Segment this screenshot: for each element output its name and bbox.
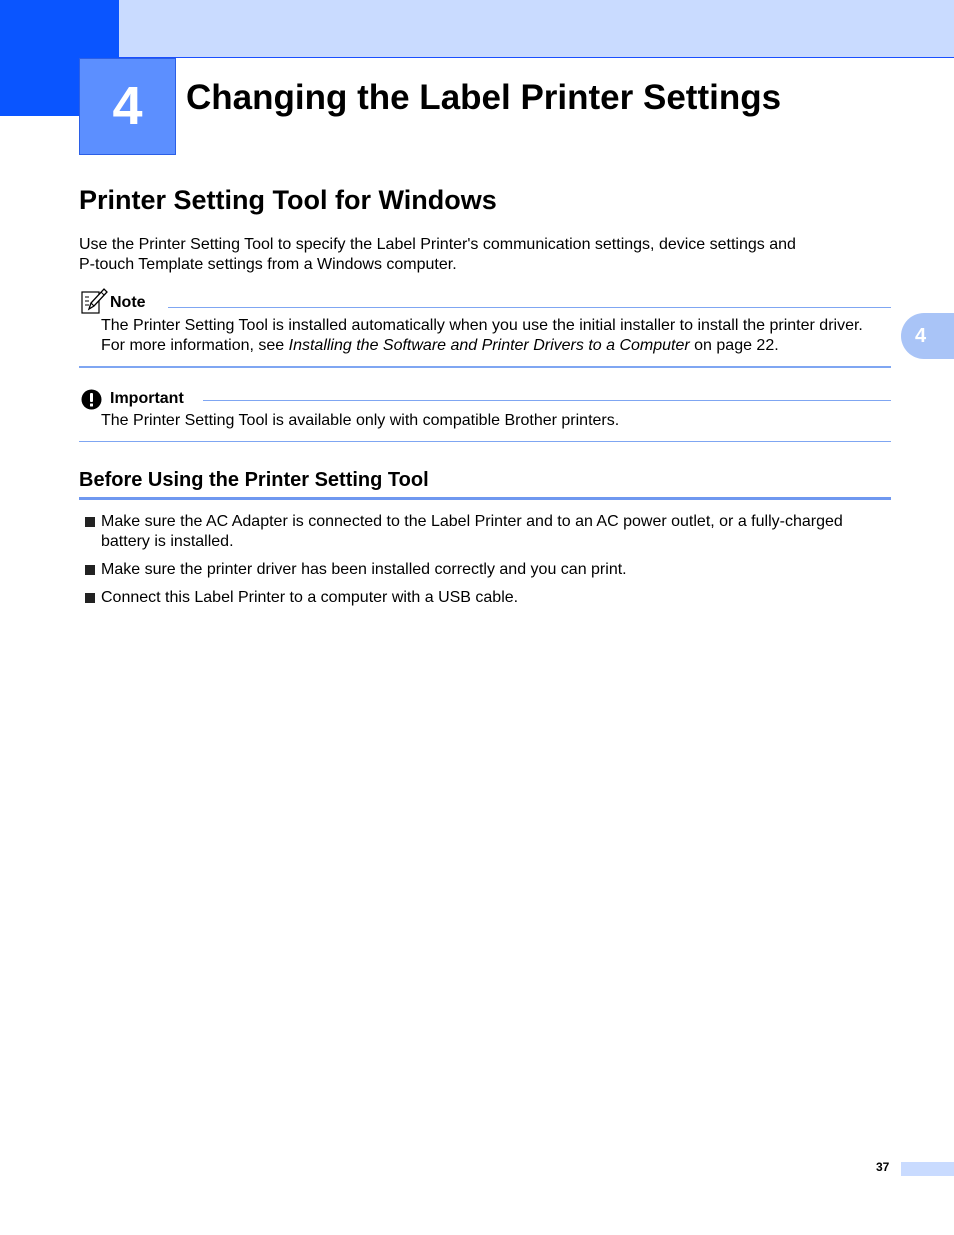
list-item	[83, 588, 895, 608]
list-item-text: Make sure the AC Adapter is connected to the Label Printer and to an AC power outlet, or a fully-charged battery is installed.	[101, 513, 843, 550]
intro-line-2: P-touch Template settings from a Windows computer.	[79, 256, 457, 273]
exclamation-icon	[81, 389, 102, 410]
square-bullet-icon	[85, 565, 95, 575]
note-pencil-icon	[80, 287, 108, 315]
intro-line-1: Use the Printer Setting Tool to specify the Label Printer's communication settings, device settings and	[79, 236, 796, 253]
section-title: Printer Setting Tool for Windows	[79, 185, 497, 215]
square-bullet-icon	[85, 593, 95, 603]
note-reference-title: Installing the Software and Printer Drivers to a Computer	[288, 337, 690, 354]
subsection-rule	[79, 497, 891, 500]
footer-bar	[901, 1162, 954, 1176]
chapter-title: Changing the Label Printer Settings	[186, 78, 782, 117]
important-divider-top	[203, 400, 891, 401]
section-intro	[79, 235, 879, 275]
important-label: Important	[110, 390, 184, 407]
note-divider-top	[168, 307, 891, 308]
list-item-text: Make sure the printer driver has been installed correctly and you can print.	[101, 561, 627, 578]
prerequisite-list	[83, 512, 895, 616]
list-item-text: Connect this Label Printer to a computer with a USB cable.	[101, 589, 519, 606]
note-text-end: on page 22.	[689, 337, 779, 354]
page-number: 37	[876, 1160, 890, 1174]
header-band	[0, 0, 954, 58]
list-item	[83, 560, 895, 580]
note-body	[101, 316, 891, 356]
list-item	[83, 512, 895, 552]
chapter-number-box: 4	[79, 58, 176, 155]
square-bullet-icon	[85, 517, 95, 527]
important-body: The Printer Setting Tool is available only with compatible Brother printers.	[101, 412, 620, 429]
note-label: Note	[110, 294, 146, 311]
subsection-title: Before Using the Printer Setting Tool	[79, 469, 429, 491]
important-divider-bottom	[79, 441, 891, 442]
chapter-side-tab: 4	[901, 313, 954, 359]
note-divider-bottom	[79, 366, 891, 368]
note-text-start: The Printer Setting Tool is installed automatically when you use the initial installer to install the printer driver. For more information, see	[101, 317, 863, 354]
